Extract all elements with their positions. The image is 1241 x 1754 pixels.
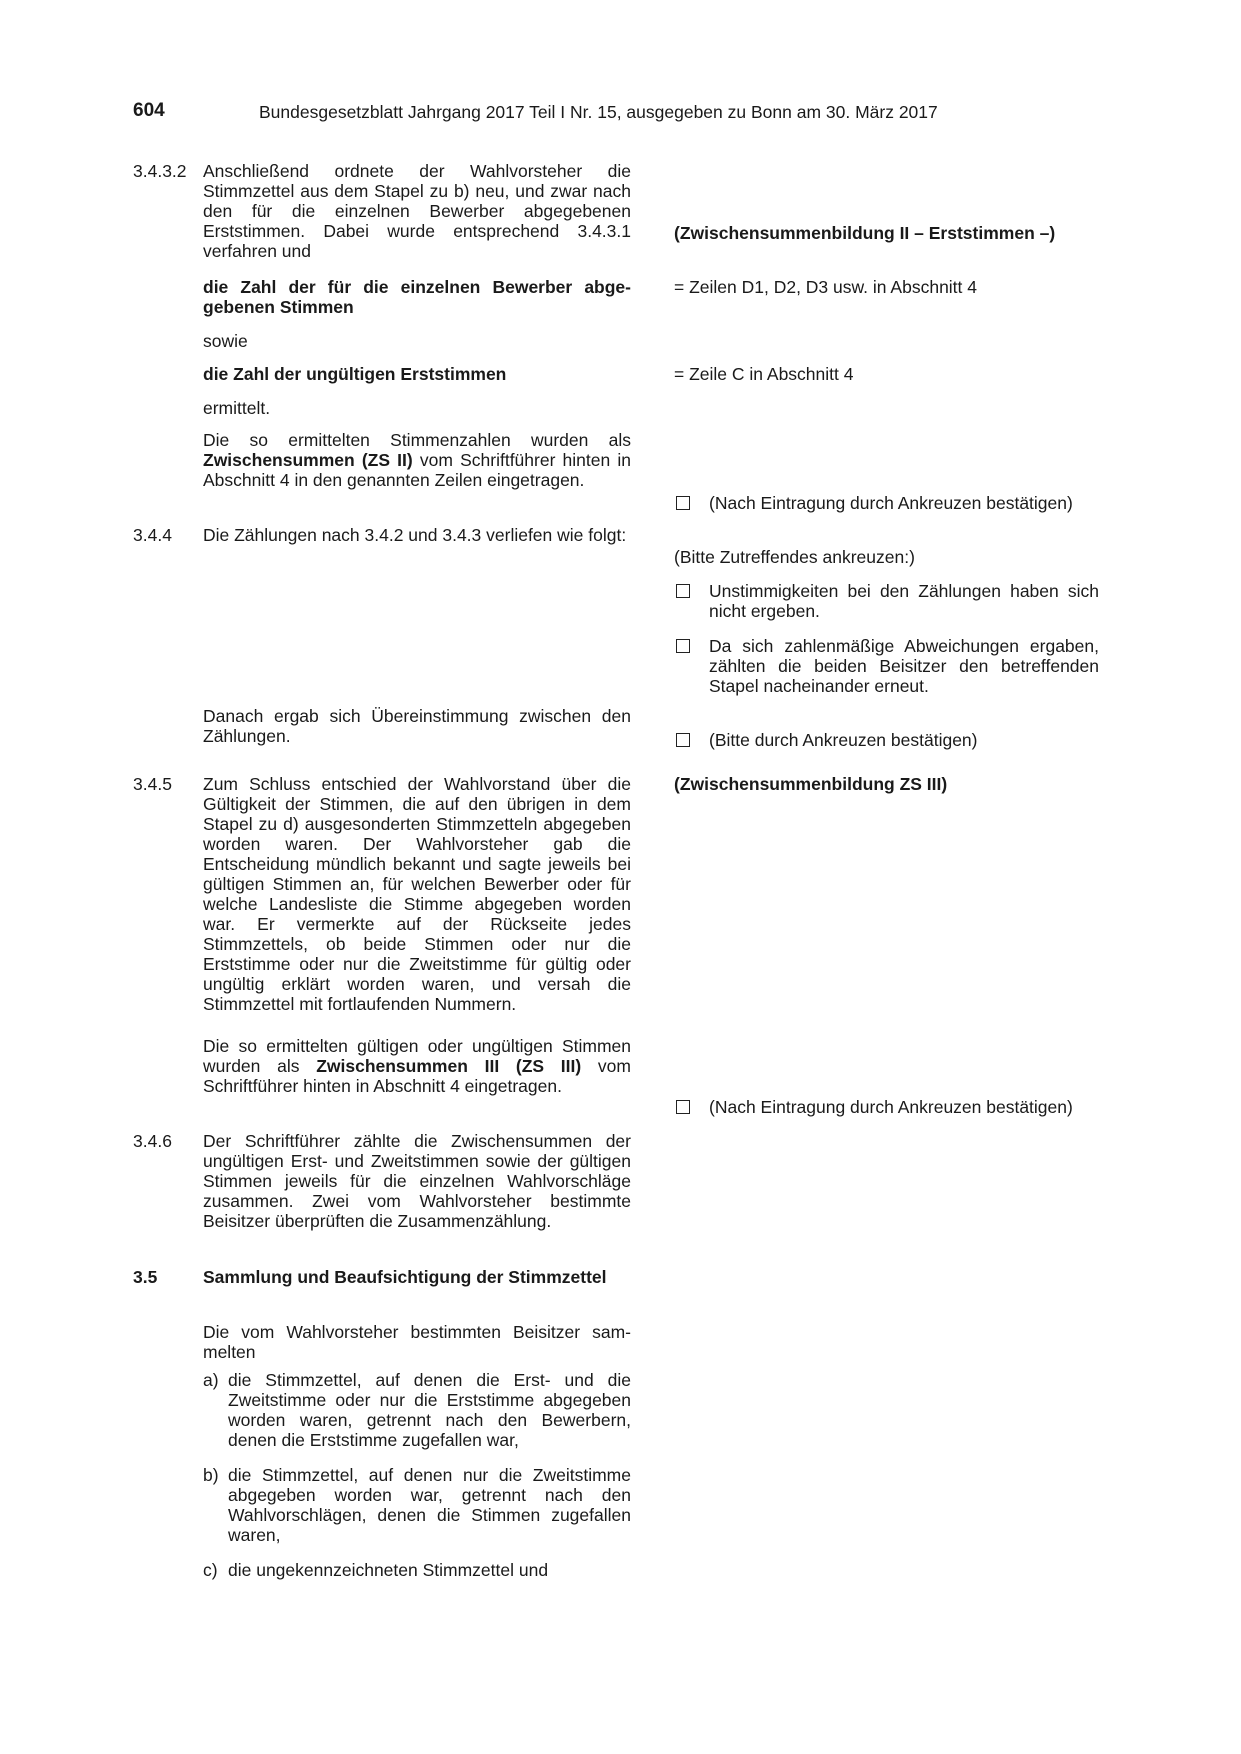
zs2-heading: (Zwischensummenbildung II – Erststimmen –) xyxy=(674,223,1056,243)
paragraph: Danach ergab sich Übereinstimmung zwischen den Zählungen. xyxy=(203,706,631,746)
section-number: 3.4.6 xyxy=(133,1131,172,1151)
zs3-heading: (Zwischensummenbildung ZS III) xyxy=(674,774,948,794)
header-title: Bundesgesetzblatt Jahrgang 2017 Teil I Nr. 15, ausgegeben zu Bonn am 30. März 2017 xyxy=(259,102,938,122)
confirm-checkbox[interactable] xyxy=(676,1100,690,1114)
checkbox-label: (Nach Eintragung durch Ankreuzen bestätigen) xyxy=(709,1097,1073,1117)
checkbox-label: Da sich zahlenmäßige Abweichungen ergaben, zählten die beiden Beisitzer den betreffenden Stapel nacheinander erneut. xyxy=(709,636,1099,696)
bold-run: Zwischensummen III (ZS III) xyxy=(316,1056,582,1076)
paragraph: sowie xyxy=(203,331,248,351)
paragraph: ermittelt. xyxy=(203,398,271,418)
checkbox-label: (Bitte durch Ankreuzen bestätigen) xyxy=(709,730,978,750)
paragraph xyxy=(203,430,631,490)
option-checkbox[interactable] xyxy=(676,584,690,598)
section-number: 3.5 xyxy=(133,1267,158,1287)
page-number: 604 xyxy=(133,100,165,121)
paragraph xyxy=(203,1036,631,1096)
zeilen-d-note: = Zeilen D1, D2, D3 usw. in Abschnitt 4 xyxy=(674,277,978,297)
list-item: die Stimmzettel, auf denen die Erst- und die Zweitstimme oder nur die Erststimme abgegeben worden waren, getrennt nach den Bewerbern, denen die Erststimme zugefallen war, xyxy=(228,1370,631,1450)
section-number: 3.4.5 xyxy=(133,774,172,794)
list-item: die ungekennzeichneten Stimmzettel und xyxy=(228,1560,549,1580)
section-number: 3.4.3.2 xyxy=(133,161,187,181)
checkbox-label: Unstimmigkeiten bei den Zählungen haben sich nicht ergeben. xyxy=(709,581,1099,621)
confirm-checkbox[interactable] xyxy=(676,496,690,510)
text-run: Die so ermittelten Stimmenzahlen wurden als xyxy=(203,430,631,450)
bold-paragraph: die Zahl der für die einzelnen Bewerber abgegebenen Stimmen xyxy=(203,277,631,317)
instruction-note: (Bitte Zutreffendes ankreuzen:) xyxy=(674,547,915,567)
text-run: vom Schriftführer hinten in Abschnitt 4 eingetragen. xyxy=(203,1056,631,1096)
text-run: Die so ermittelten gültigen oder ungültigen Stimmen wurden als xyxy=(203,1036,631,1076)
section-heading: Sammlung und Beaufsichtigung der Stimmzettel xyxy=(203,1267,607,1287)
text-run: vom Schriftführer hinten in Abschnitt 4 in den genannten Zeilen eingetragen. xyxy=(203,450,631,490)
list-label: b) xyxy=(203,1465,219,1485)
bold-run: Zwischensummen (ZS II) xyxy=(203,450,413,470)
section-number: 3.4.4 xyxy=(133,525,172,545)
checkbox-label: (Nach Eintragung durch Ankreuzen bestätigen) xyxy=(709,493,1073,513)
list-label: a) xyxy=(203,1370,219,1390)
paragraph: Zum Schluss entschied der Wahlvorstand über die Gültigkeit der Stimmen, die auf den übrigen in dem Stapel zu d) ausgesonderten Stimmzetteln abgegeben worden waren. Der Wahlvorsteher gab die Entscheidung mündlich bekannt und sagte jeweils bei gültigen Stimmen an, für welchen Bewerber oder für welche Landesliste die Stimme abgegeben worden war. Er vermerkte auf der Rückseite jedes Stimmzettels, ob beide Stimmen oder nur die Erststimme oder nur die Zweitstimme für gültig oder ungültig erklärt worden waren, und versah die Stimmzettel mit fortlaufenden Nummern. xyxy=(203,774,631,1014)
zeile-c-note: = Zeile C in Abschnitt 4 xyxy=(674,364,854,384)
paragraph: Die Zählungen nach 3.4.2 und 3.4.3 verliefen wie folgt: xyxy=(203,525,627,545)
list-item: die Stimmzettel, auf denen nur die Zweitstimme abgegeben worden war, getrennt nach den Wahlvorschlägen, denen die Stimmen zugefallen waren, xyxy=(228,1465,631,1545)
list-label: c) xyxy=(203,1560,218,1580)
bold-paragraph: die Zahl der ungültigen Erststimmen xyxy=(203,364,507,384)
paragraph: Anschließend ordnete der Wahlvorsteher die Stimmzettel aus dem Stapel zu b) neu, und zwar nach den für die einzelnen Bewerber abgegebenen Erststimmen. Dabei wurde entsprechend 3.4.3.1 verfahren und xyxy=(203,161,631,261)
confirm-checkbox[interactable] xyxy=(676,733,690,747)
paragraph: Der Schriftführer zählte die Zwischensummen der ungültigen Erst- und Zweitstimmen sowie der gültigen Stimmen jeweils für die einzelnen Wahlvorschläge zusammen. Zwei vom Wahlvorsteher bestimmte Beisitzer überprüften die Zusammenzählung. xyxy=(203,1131,631,1231)
option-checkbox[interactable] xyxy=(676,639,690,653)
paragraph: Die vom Wahlvorsteher bestimmten Beisitzer sammelten xyxy=(203,1322,631,1362)
